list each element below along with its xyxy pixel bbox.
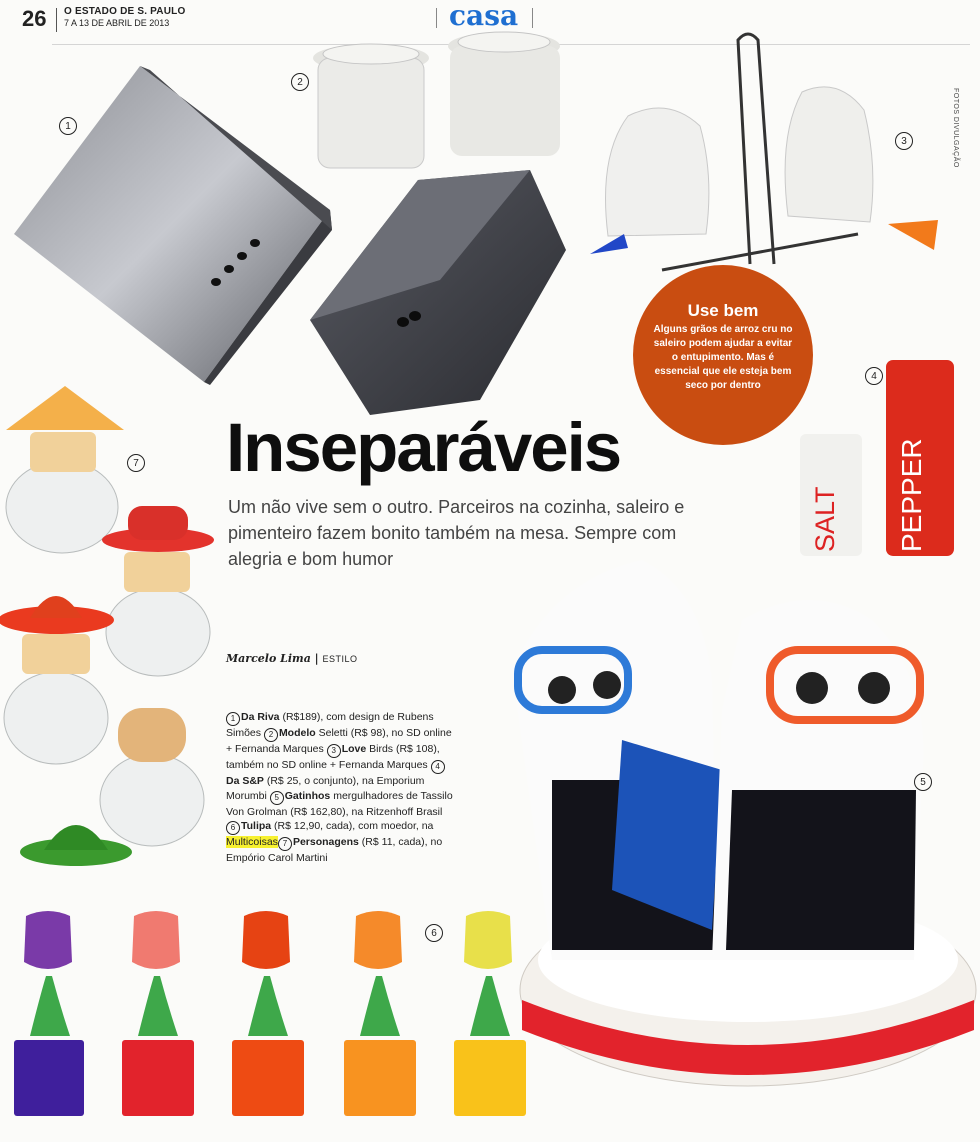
item-name: Da Riva xyxy=(241,711,280,723)
tip-badge-text: Alguns grãos de arroz cru no saleiro podem ajudar a evitar o entupimento. Mas é essencial que ele esteja bem seco por dentro xyxy=(653,324,793,391)
pepper-label-wrap xyxy=(896,438,928,552)
personagens-shakers-image xyxy=(0,382,222,882)
item-name: Personagens xyxy=(292,835,359,848)
tulip-purple xyxy=(14,911,84,1116)
section-name: casa xyxy=(449,0,519,32)
item-name: Gatinhos xyxy=(284,789,331,802)
page-number: 26 xyxy=(22,6,47,31)
marker-3: 3 xyxy=(895,132,913,150)
header-divider xyxy=(56,8,57,32)
tulip-red xyxy=(122,911,194,1116)
item-marker: 2 xyxy=(264,728,278,742)
subheadline: Um não vive sem o outro. Parceiros na cozinha, saleiro e pimenteiro fazem bonito também na mesa. Sempre com alegria e bom humor xyxy=(228,497,685,569)
marker-7: 7 xyxy=(127,454,145,472)
marker-5: 5 xyxy=(914,773,932,791)
product-list xyxy=(226,710,458,865)
highlighted-store: Multicoisas xyxy=(226,835,278,848)
item-text: mergulhadores de Tassilo Von Grolman (R$ 162,80), na Ritzenhoff Brasil xyxy=(226,789,453,818)
item-text: Seletti (R$ 98), no SD online + Fernanda Marques xyxy=(226,727,452,756)
item-name: Modelo xyxy=(278,727,316,740)
item-marker: 4 xyxy=(431,760,445,774)
marker-4: 4 xyxy=(865,367,883,385)
byline-author: Marcelo Lima xyxy=(226,652,311,665)
item-marker: 6 xyxy=(226,821,240,835)
item-marker: 7 xyxy=(278,837,292,851)
gatinhos-shakers-image xyxy=(512,560,980,1090)
item-text: (R$189), com design de Rubens Simões xyxy=(226,711,434,740)
item-marker: 3 xyxy=(327,744,341,758)
item-text: Birds (R$ 108), também no SD online + Fernanda Marques xyxy=(226,743,440,772)
header-divider xyxy=(436,8,437,28)
item-name: Da S&P xyxy=(226,775,264,788)
item-marker: 1 xyxy=(226,712,240,726)
issue-date: 7 A 13 DE ABRIL DE 2013 xyxy=(64,18,170,28)
item-text: (R$ 11, cada), no Empório Carol Martini xyxy=(226,835,443,865)
love-birds-shakers-image xyxy=(588,26,942,276)
tulip-orange-red xyxy=(232,911,304,1116)
photo-credit: FOTOS DIVULGAÇÃO xyxy=(952,88,959,168)
modelo-shakers-image xyxy=(306,28,570,178)
item-name: Love xyxy=(341,743,367,756)
marker-1: 1 xyxy=(59,117,77,135)
salt-label: SALT xyxy=(810,486,840,552)
tulip-orange xyxy=(344,911,416,1116)
item-name: Tulipa xyxy=(241,819,272,832)
tulipa-grinders-image xyxy=(0,906,540,1126)
newspaper-name: O ESTADO DE S. PAULO xyxy=(64,6,186,17)
byline-role: ESTILO xyxy=(322,654,358,664)
item-text: (R$ 12,90, cada), com moedor, na xyxy=(271,819,434,832)
item-marker: 5 xyxy=(270,791,284,805)
tip-badge-title: Use bem xyxy=(687,301,759,320)
item-text: (R$ 25, o conjunto), na Emporium Morumbi xyxy=(226,775,425,802)
byline xyxy=(226,652,358,665)
marker-2: 2 xyxy=(291,73,309,91)
pepper-label: PEPPER xyxy=(896,438,927,552)
headline: Inseparáveis xyxy=(226,409,621,486)
header-divider xyxy=(532,8,533,28)
byline-separator: | xyxy=(310,652,323,665)
tip-badge xyxy=(633,265,813,445)
marker-6: 6 xyxy=(425,924,443,942)
